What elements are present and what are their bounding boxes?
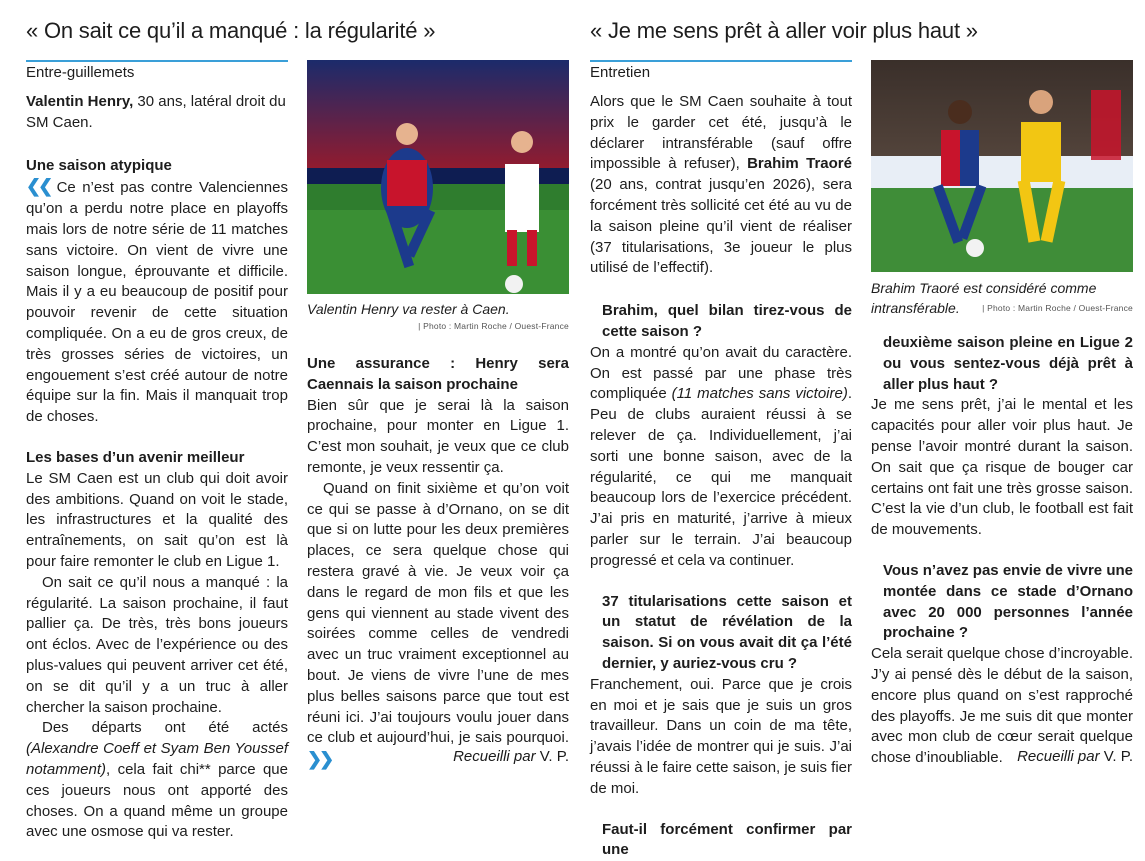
question-3-continued: deuxième saison pleine en Ligue 2 ou vous sentez-vous déjà prêt à aller plus haut ? bbox=[871, 333, 1133, 395]
question-3: Faut-il forcément confirmer par une bbox=[590, 820, 852, 861]
left-photo-credit: | Photo : Martin Roche / Ouest-France bbox=[397, 321, 569, 331]
paragraph-4: Des départs ont été actés (Alexandre Coeff et Syam Ben Youssef notamment), cela fait chi** parce que ces joueurs nous ont apporté des choses. On a quand même un groupe avec une osmose qui va rester. bbox=[26, 718, 288, 843]
player-name: Valentin Henry, bbox=[26, 93, 133, 110]
left-column-2 bbox=[307, 354, 569, 772]
question-1: Brahim, quel bilan tirez-vous de cette saison ? bbox=[590, 301, 852, 343]
question-2: 37 titularisations cette saison et un statut de révélation de la saison. Si on vous avait dit ça l’été dernier, y auriez-vous cru ? bbox=[590, 592, 852, 675]
answer-4: Cela serait quelque chose d’incroyable. J’y ai pensé dès le début de la saison, encore plus quand on s’est rapproché des playoffs. Je me suis dit que monter avec mon club de cœur serait quelque chose d’inoubliable. bbox=[871, 644, 1133, 769]
left-signature: Recueilli par V. P. bbox=[307, 748, 569, 765]
photo-traore-image bbox=[871, 60, 1133, 272]
left-headline: « On sait ce qu’il a manqué : la régularité » bbox=[26, 18, 435, 44]
left-intro bbox=[26, 92, 288, 134]
close-quote-icon: ❯❯ bbox=[307, 749, 331, 769]
right-rubric: Entretien bbox=[590, 64, 650, 81]
subhead-assurance: Une assurance : Henry sera Caennais la saison prochaine bbox=[307, 354, 569, 396]
question-4: Vous n’avez pas envie de vivre une montée dans ce stade d’Ornano avec 20 000 personnes l’année prochaine ? bbox=[871, 561, 1133, 644]
paragraph-2: Le SM Caen est un club qui doit avoir des ambitions. Quand on voit le stade, les infrastructures et la qualité des entraînements, on sait qu’on est là pour faire remonter le club en Ligue 1. bbox=[26, 469, 288, 573]
paragraph-1: ❮❮ Ce n’est pas contre Valenciennes qu’on a perdu notre place en playoffs mais lors de notre série de 11 matches sans victoire. On vient de vivre une saison longue, éprouvante et difficile. Mais il y a eu beaucoup de positif pour pouvoir revenir de cette situation compliquée. On a eu de gros creux, de très grosses séries de victoires, un engouement s’est créé autour de notre équipe sur la fin. Mais il manquait trop de choses. bbox=[26, 176, 288, 428]
open-quote-icon: ❮❮ bbox=[26, 176, 50, 196]
left-column-1 bbox=[26, 92, 288, 843]
right-column-2 bbox=[871, 333, 1133, 769]
photo-henry-image bbox=[307, 60, 569, 294]
answer-3: Je me sens prêt, j’ai le mental et les capacités pour aller voir plus haut. Je pense l’avoir montré durant la saison. On sait que ça risque de bouger car certains ont fait une très grosse saison. C’est la vie d’un club, le football est fait de mouvements. bbox=[871, 395, 1133, 541]
left-rubric: Entre-guillemets bbox=[26, 64, 134, 81]
intro-text: 30 ans, latéral droit du SM Caen. bbox=[26, 93, 286, 131]
left-rubric-rule bbox=[26, 60, 288, 62]
photo-henry bbox=[307, 60, 569, 294]
photo-traore bbox=[871, 60, 1133, 272]
paragraph-3: On sait ce qu’il nous a manqué : la régularité. La saison prochaine, il faut pallier ça. De très, très bons joueurs ont éclos. Avec de l’expérience ou des plus-values qui peuvent arriver cet été, on se dit qu’il y a un truc à aller chercher la saison prochaine. bbox=[26, 573, 288, 719]
right-rubric-rule bbox=[590, 60, 852, 62]
answer-1: On a montré qu’on avait du caractère. On est passé par une phase très compliquée (11 matches sans victoire). Peu de clubs auraient réussi à se relever de ça. Individuellement, j’ai sorti une bonne saison, avec de la régularité, ce qui me manquait beaucoup lors de l’exercice précédent. J’ai pris en maturité, j’arrive à mieux parler sur le terrain. J’ai beaucoup progressé et cela va continuer. bbox=[590, 343, 852, 572]
subhead-avenir: Les bases d’un avenir meilleur bbox=[26, 448, 288, 469]
right-photo-credit: | Photo : Martin Roche / Ouest-France bbox=[961, 303, 1133, 313]
right-intro: Alors que le SM Caen souhaite à tout prix le garder cet été, jusqu’à le déclarer intransférable (sauf offre impossible à refuser), Brahim Traoré (20 ans, contrat jusqu’en 2026), sera forcément très sollicité cet été au vu de la saison pleine qu’il vient de réaliser (37 titularisations, 3e joueur le plus utilisé de l’effectif). bbox=[590, 92, 852, 279]
subhead-saison: Une saison atypique bbox=[26, 156, 288, 177]
right-headline: « Je me sens prêt à aller voir plus haut » bbox=[590, 18, 978, 44]
paragraph-6: Quand on finit sixième et qu’on voit ce qui se passe à d’Ornano, on se dit que si on lutte pour les deux premières places, ce sera quelque chose qui restera gravé à vie. Je veux voir ça dans le regard de mon fils et que les gens qui viennent au stade vivent des soirées comme celles de vendredi avec un truc vraiment exceptionnel au bout. Je viens de vivre l’une de mes plus belles saisons parce que tout est réuni ici. J’ai toujours voulu jouer dans ce club et aujourd’hui, je sais pourquoi. ❯❯ bbox=[307, 479, 569, 772]
paragraph-5: Bien sûr que je serai là la saison prochaine, pour monter en Ligue 1. C’est mon souhait, je veux que ce club remonte, je veux ressentir ça. bbox=[307, 396, 569, 479]
right-signature: Recueilli par V. P. bbox=[871, 748, 1133, 765]
right-column-1 bbox=[590, 92, 852, 861]
right-photo-caption: Brahim Traoré est considéré comme intransférable. bbox=[871, 278, 1133, 318]
answer-2: Franchement, oui. Parce que je crois en moi et je sais que je suis un gros travailleur. Dans un coin de ma tête, j’avais l’idée de montrer qui je suis. J’ai réussi à le faire cette saison, je suis fier de moi. bbox=[590, 675, 852, 800]
left-photo-caption: Valentin Henry va rester à Caen. bbox=[307, 299, 569, 319]
